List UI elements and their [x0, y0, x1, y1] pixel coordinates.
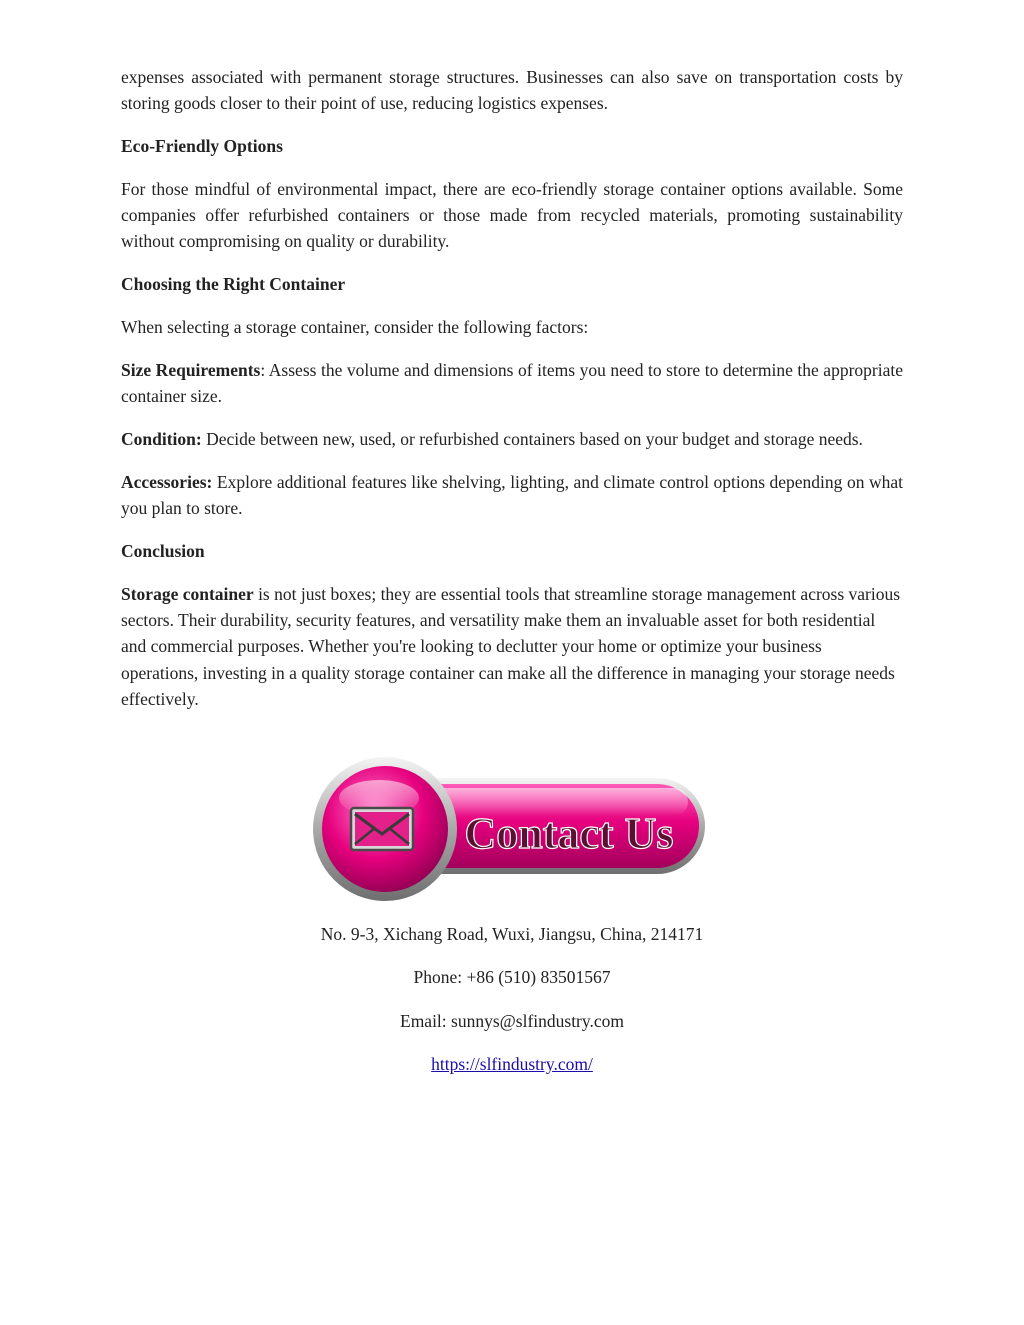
eco-paragraph: For those mindful of environmental impact, there are eco-friendly storage container options available. Some companies offer refurbished containers or those made from recycled materials, promoting sustainability without compromising on quality or durability.	[121, 178, 903, 252]
intro-paragraph: expenses associated with permanent storage structures. Businesses can also save on transportation costs by storing goods closer to their point of use, reducing logistics expenses.	[121, 67, 903, 114]
website-link[interactable]: https://slfindustry.com/	[431, 1054, 593, 1074]
contact-address: No. 9-3, Xichang Road, Wuxi, Jiangsu, China, 214171	[320, 924, 704, 944]
contact-email: Email: sunnys@slfindustry.com	[400, 1011, 624, 1031]
contact-phone: Phone: +86 (510) 83501567	[413, 967, 611, 987]
factor-size-label: Size Requirements	[121, 359, 261, 380]
eco-heading: Eco-Friendly Options	[121, 136, 283, 157]
factor-condition-text: Decide between new, used, or refurbished containers based on your budget and storage needs.	[206, 428, 863, 449]
factor-accessories-text: Explore additional features like shelving, lighting, and climate control options depending on what you plan to store.	[121, 471, 903, 519]
conclusion-lead: Storage container	[121, 583, 254, 604]
choosing-heading: Choosing the Right Container	[121, 274, 346, 295]
conclusion-heading: Conclusion	[121, 540, 205, 561]
factor-accessories	[121, 469, 903, 522]
factor-size-sep: :	[260, 359, 269, 380]
factor-size-text: Assess the volume and dimensions of items you need to store to determine the appropriate container size.	[121, 359, 903, 407]
banner-label: Contact Us	[464, 809, 674, 858]
factor-condition-label: Condition:	[121, 428, 202, 449]
document-body	[121, 64, 903, 729]
conclusion-text: is not just boxes; they are essential tools that streamline storage management across various sectors. Their durability, security features, and versatility make them an invaluable asset for both residential and commercial purposes. Whether you're looking to declutter your home or optimize your business operations, investing in a quality storage container can make all the difference in managing your storage needs effectively.	[121, 583, 901, 709]
factor-accessories-label: Accessories:	[121, 471, 213, 492]
conclusion-paragraph	[121, 581, 903, 712]
contact-us-banner[interactable]	[313, 756, 708, 902]
factor-condition	[121, 426, 903, 452]
choosing-intro: When selecting a storage container, consider the following factors:	[121, 317, 589, 338]
factor-size	[121, 357, 903, 410]
envelope-icon	[351, 808, 413, 850]
contact-website-row	[0, 1054, 1024, 1075]
